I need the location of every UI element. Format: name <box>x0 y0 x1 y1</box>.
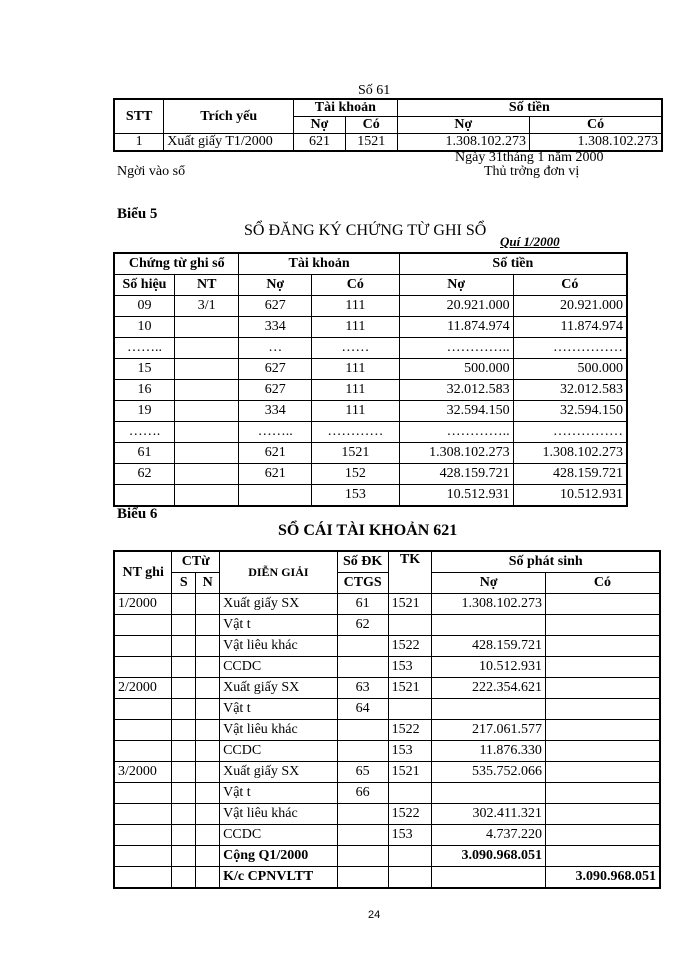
cell-co <box>545 699 660 720</box>
cell-no: 1.308.102.273 <box>432 594 546 615</box>
bieu5-title: SỔ ĐĂNG KÝ CHỨNG TỪ GHI SỔ <box>244 222 487 239</box>
cell-n <box>196 783 220 804</box>
cell-co <box>545 657 660 678</box>
cell-n <box>196 825 220 846</box>
cell-s <box>172 615 196 636</box>
cell-co <box>545 762 660 783</box>
cell-co <box>545 741 660 762</box>
cell-tk-no: 334 <box>239 401 312 422</box>
cell-n <box>196 699 220 720</box>
header-trich-yeu: Trích yếu <box>164 99 294 134</box>
header-tai-khoan: Tài khoản <box>294 99 398 117</box>
bieu6-table <box>113 550 661 889</box>
header-so-dk: Số ĐK <box>337 551 388 573</box>
cell-so-hieu: 09 <box>114 296 174 317</box>
cell-tien-no: ………….. <box>399 422 513 443</box>
header-dien-giai: DIỄN GIẢI <box>220 551 338 594</box>
cell-co <box>545 594 660 615</box>
cell-trich-yeu: Xuất giấy T1/2000 <box>164 134 294 152</box>
kc-co: 3.090.968.051 <box>545 867 660 889</box>
cell-tk-co: 1521 <box>312 443 400 464</box>
cell-tien-co: …………… <box>513 338 627 359</box>
table-row <box>114 720 660 741</box>
cell-dk <box>337 804 388 825</box>
cell-tk-co: 152 <box>312 464 400 485</box>
cell-nt <box>174 485 239 507</box>
cell-tien-no: 32.012.583 <box>399 380 513 401</box>
cell-tk: 153 <box>388 657 432 678</box>
table-row <box>114 443 627 464</box>
cell-dk: 62 <box>337 615 388 636</box>
date-line: Ngày 31tháng 1 năm 2000 <box>455 150 604 165</box>
table-row <box>114 380 627 401</box>
cell-tk-no: 627 <box>239 380 312 401</box>
cell-tk-no: 621 <box>239 443 312 464</box>
table-row <box>114 338 627 359</box>
cell-tien-co: 1.308.102.273 <box>513 443 627 464</box>
cell-tien-co: …………… <box>513 422 627 443</box>
bieu5-table <box>113 252 628 507</box>
total-no: 3.090.968.051 <box>432 846 546 867</box>
table-row <box>114 485 627 507</box>
cell-s <box>172 699 196 720</box>
table-row <box>114 636 660 657</box>
cell-nt <box>114 825 172 846</box>
cell-dg: Vật t <box>220 783 338 804</box>
header-chung-tu: Chứng từ ghi sổ <box>114 253 239 275</box>
cell-s <box>172 678 196 699</box>
cell-tk-no: 627 <box>239 296 312 317</box>
cell-so-hieu: ……. <box>114 422 174 443</box>
cell-n <box>196 804 220 825</box>
cell-nt <box>174 359 239 380</box>
header-nt: NT <box>174 275 239 296</box>
cell-no <box>432 783 546 804</box>
cell-nt: 3/1 <box>174 296 239 317</box>
cell-dk <box>337 741 388 762</box>
cell-dk <box>337 720 388 741</box>
bieu6-title: SỔ CÁI TÀI KHOẢN 621 <box>278 522 458 539</box>
cell-co <box>545 720 660 741</box>
cell-dg: Xuất giấy SX <box>220 678 338 699</box>
header-tk: TK <box>388 551 432 594</box>
cell-nt <box>114 741 172 762</box>
table-row <box>114 296 627 317</box>
cell-dk <box>337 636 388 657</box>
table-row <box>114 359 627 380</box>
cell-nt <box>174 338 239 359</box>
cell-s <box>172 636 196 657</box>
cell-nt <box>114 657 172 678</box>
cell-no: 428.159.721 <box>432 636 546 657</box>
cell-tien-co: 500.000 <box>513 359 627 380</box>
cell-nt <box>114 699 172 720</box>
cell-no: 10.512.931 <box>432 657 546 678</box>
table-row <box>114 762 660 783</box>
table-row <box>114 804 660 825</box>
cell-nt <box>174 317 239 338</box>
cell-dg: Vật liêu khác <box>220 636 338 657</box>
cell-tk-no: 627 <box>239 359 312 380</box>
cell-tk-co: 111 <box>312 359 400 380</box>
cell-tien-co: 428.159.721 <box>513 464 627 485</box>
cell-nt <box>174 401 239 422</box>
header-so-tien: Số tiền <box>399 253 627 275</box>
cell-dg: Vật t <box>220 615 338 636</box>
cell-co <box>545 825 660 846</box>
cell-dg: Vật t <box>220 699 338 720</box>
cell-tien-co: 32.594.150 <box>513 401 627 422</box>
cell-tien-no: 1.308.102.273 <box>397 134 529 152</box>
cell-dk: 64 <box>337 699 388 720</box>
cell-n <box>196 720 220 741</box>
bieu6-label: Biểu 6 <box>117 506 158 522</box>
cell-no <box>432 699 546 720</box>
header-ctgs: CTGS <box>337 573 388 594</box>
cell-tien-co: 20.921.000 <box>513 296 627 317</box>
cell-nt <box>114 804 172 825</box>
cell-tien-no: 11.874.974 <box>399 317 513 338</box>
cell-tk: 153 <box>388 825 432 846</box>
cell-dg: Vật liêu khác <box>220 804 338 825</box>
header-co: Có <box>545 573 660 594</box>
header-tk-co: Có <box>312 275 400 296</box>
cell-nt <box>114 720 172 741</box>
cell-dk: 61 <box>337 594 388 615</box>
left-signature: Ngời vào sổ <box>117 164 186 179</box>
cell-tk-co: 1521 <box>345 134 397 152</box>
cell-s <box>172 804 196 825</box>
kc-label: K/c CPNVLTT <box>220 867 338 889</box>
table-row <box>114 422 627 443</box>
header-ctu: CTừ <box>172 551 220 573</box>
cell-tk-co: 111 <box>312 317 400 338</box>
cell-so-hieu <box>114 485 174 507</box>
table-row <box>114 699 660 720</box>
cell-tk <box>388 615 432 636</box>
cell-tk-co: ………… <box>312 422 400 443</box>
so61-table <box>113 98 663 152</box>
header-so-hieu: Số hiệu <box>114 275 174 296</box>
cell-co <box>545 636 660 657</box>
cell-co <box>545 678 660 699</box>
cell-n <box>196 741 220 762</box>
cell-dg: Xuất giấy SX <box>220 594 338 615</box>
right-signature: Thủ trởng đơn vị <box>484 164 580 179</box>
header-tk-no: Nợ <box>239 275 312 296</box>
cell-tk-no <box>239 485 312 507</box>
header-so-phat-sinh: Số phát sinh <box>432 551 660 573</box>
cell-s <box>172 741 196 762</box>
cell-no: 11.876.330 <box>432 741 546 762</box>
cell-so-hieu: 16 <box>114 380 174 401</box>
cell-nt <box>114 636 172 657</box>
header-tien-co: Có <box>513 275 627 296</box>
cell-tien-no: 1.308.102.273 <box>399 443 513 464</box>
header-s: S <box>172 573 196 594</box>
cell-nt <box>174 422 239 443</box>
cell-tk <box>388 699 432 720</box>
cell-nt: 1/2000 <box>114 594 172 615</box>
bieu5-label: Biểu 5 <box>117 206 158 222</box>
header-tk-co: Có <box>345 117 397 134</box>
table-row <box>114 657 660 678</box>
cell-so-hieu: 10 <box>114 317 174 338</box>
table-row <box>114 741 660 762</box>
cell-tien-no: 32.594.150 <box>399 401 513 422</box>
cell-tk-co: 153 <box>312 485 400 507</box>
cell-n <box>196 762 220 783</box>
cell-dg: CCDC <box>220 825 338 846</box>
cell-so-hieu: 19 <box>114 401 174 422</box>
cell-tk-no: 334 <box>239 317 312 338</box>
cell-s <box>172 657 196 678</box>
cell-n <box>196 615 220 636</box>
cell-nt: 3/2000 <box>114 762 172 783</box>
cell-nt <box>174 380 239 401</box>
cell-no: 217.061.577 <box>432 720 546 741</box>
cell-stt: 1 <box>114 134 164 152</box>
table-row <box>114 401 627 422</box>
cell-tk-co: 111 <box>312 401 400 422</box>
header-so-tien: Số tiền <box>397 99 662 117</box>
cell-dg: CCDC <box>220 741 338 762</box>
cell-tien-no: 428.159.721 <box>399 464 513 485</box>
cell-s <box>172 594 196 615</box>
cell-tk-no: …….. <box>239 422 312 443</box>
cell-tien-no: 500.000 <box>399 359 513 380</box>
table-row <box>114 825 660 846</box>
so61-title: Số 61 <box>358 83 391 98</box>
cell-tien-no: 10.512.931 <box>399 485 513 507</box>
cell-s <box>172 762 196 783</box>
cell-nt: 2/2000 <box>114 678 172 699</box>
header-tien-co: Có <box>530 117 662 134</box>
table-row <box>114 464 627 485</box>
table-row <box>114 783 660 804</box>
cell-tk: 1521 <box>388 678 432 699</box>
table-row <box>114 615 660 636</box>
cell-dg: Xuất giấy SX <box>220 762 338 783</box>
cell-dk <box>337 825 388 846</box>
total-label: Cộng Q1/2000 <box>220 846 338 867</box>
table-row <box>114 317 627 338</box>
cell-tk: 1522 <box>388 804 432 825</box>
table-row <box>114 678 660 699</box>
header-tk-no: Nợ <box>294 117 346 134</box>
cell-so-hieu: …….. <box>114 338 174 359</box>
cell-tk: 1521 <box>388 594 432 615</box>
cell-tien-co: 11.874.974 <box>513 317 627 338</box>
header-tai-khoan: Tài khoản <box>239 253 399 275</box>
cell-tien-co: 1.308.102.273 <box>530 134 662 152</box>
cell-s <box>172 783 196 804</box>
cell-no: 302.411.321 <box>432 804 546 825</box>
cell-co <box>545 615 660 636</box>
cell-co <box>545 783 660 804</box>
cell-tk: 1522 <box>388 720 432 741</box>
header-n: N <box>196 573 220 594</box>
cell-no: 535.752.066 <box>432 762 546 783</box>
table-row <box>114 594 660 615</box>
cell-so-hieu: 62 <box>114 464 174 485</box>
cell-n <box>196 636 220 657</box>
cell-tk: 153 <box>388 741 432 762</box>
cell-tk-co: …… <box>312 338 400 359</box>
bieu5-quarter: Quí 1/2000 <box>500 234 560 249</box>
cell-nt <box>114 615 172 636</box>
cell-tien-no: 20.921.000 <box>399 296 513 317</box>
cell-tk: 1521 <box>388 762 432 783</box>
cell-tk-no: … <box>239 338 312 359</box>
cell-s <box>172 720 196 741</box>
cell-nt <box>174 443 239 464</box>
cell-nt <box>174 464 239 485</box>
cell-tk-no: 621 <box>294 134 346 152</box>
cell-tien-no: ………….. <box>399 338 513 359</box>
cell-dk: 66 <box>337 783 388 804</box>
header-tien-no: Nợ <box>399 275 513 296</box>
cell-tk-co: 111 <box>312 380 400 401</box>
cell-co <box>545 804 660 825</box>
cell-n <box>196 657 220 678</box>
cell-n <box>196 594 220 615</box>
cell-dg: Vật liêu khác <box>220 720 338 741</box>
cell-dk: 65 <box>337 762 388 783</box>
cell-tk-co: 111 <box>312 296 400 317</box>
page-number: 24 <box>368 909 381 921</box>
cell-tk <box>388 783 432 804</box>
cell-nt <box>114 783 172 804</box>
header-stt: STT <box>114 99 164 134</box>
cell-n <box>196 678 220 699</box>
cell-tk: 1522 <box>388 636 432 657</box>
header-nt-ghi: NT ghi <box>114 551 172 594</box>
cell-tk-no: 621 <box>239 464 312 485</box>
cell-s <box>172 825 196 846</box>
cell-so-hieu: 15 <box>114 359 174 380</box>
cell-no: 222.354.621 <box>432 678 546 699</box>
cell-dk: 63 <box>337 678 388 699</box>
header-tien-no: Nợ <box>397 117 529 134</box>
header-no: Nợ <box>432 573 546 594</box>
cell-tien-co: 32.012.583 <box>513 380 627 401</box>
cell-dg: CCDC <box>220 657 338 678</box>
cell-no <box>432 615 546 636</box>
cell-tien-co: 10.512.931 <box>513 485 627 507</box>
cell-so-hieu: 61 <box>114 443 174 464</box>
cell-no: 4.737.220 <box>432 825 546 846</box>
cell-dk <box>337 657 388 678</box>
